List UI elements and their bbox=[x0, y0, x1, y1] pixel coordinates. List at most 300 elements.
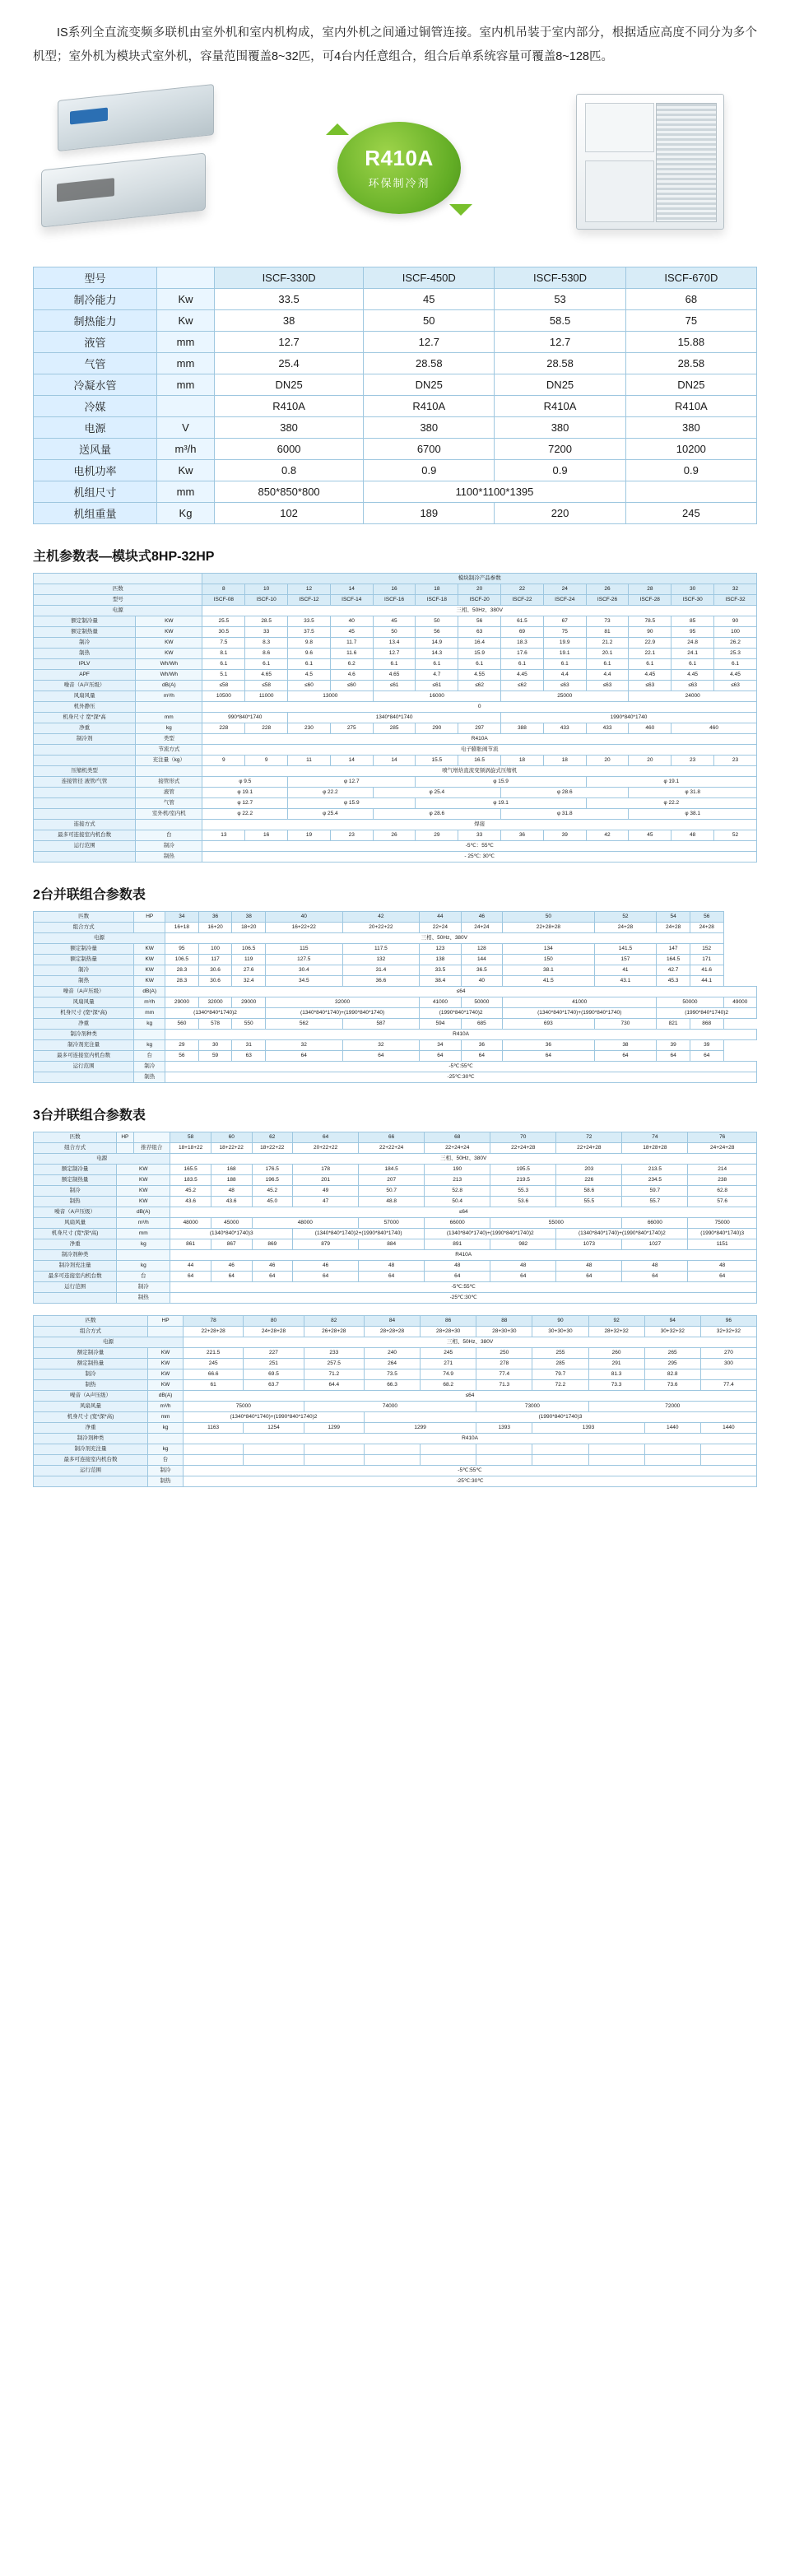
combo-value: 20+22+22 bbox=[342, 923, 420, 933]
row-label: 最多可连接室内机台数 bbox=[34, 1051, 134, 1062]
row-label: 制热 bbox=[34, 649, 136, 659]
hp-value: 80 bbox=[244, 1316, 304, 1327]
combo-value: 22+24+28 bbox=[490, 1143, 556, 1154]
table-row bbox=[34, 627, 757, 638]
column-header: ISCF-670D bbox=[625, 267, 756, 289]
row-unit: KW bbox=[134, 955, 165, 965]
value-cell: 550 bbox=[232, 1019, 266, 1030]
value-cell: 285 bbox=[532, 1359, 588, 1369]
value-cell: 184.5 bbox=[359, 1165, 425, 1175]
value-cell: 730 bbox=[594, 1019, 657, 1030]
value-cell: 106.5 bbox=[232, 944, 266, 955]
hp-value: 44 bbox=[420, 912, 461, 923]
row-unit: mm bbox=[157, 332, 215, 353]
value-cell: 81.3 bbox=[588, 1369, 644, 1380]
value-cell: ≤60 bbox=[330, 681, 373, 691]
value-cell bbox=[588, 1455, 644, 1466]
value-cell: 28.58 bbox=[364, 353, 495, 374]
hp-row bbox=[34, 1316, 757, 1327]
row-label: 机组尺寸 bbox=[34, 481, 157, 503]
value-cell: 38 bbox=[594, 1040, 657, 1051]
r410a-circle bbox=[337, 122, 461, 214]
value-cell: 460 bbox=[672, 723, 757, 734]
value-cell: 电子膨胀阀节流 bbox=[202, 745, 757, 756]
value-cell: 39 bbox=[690, 1040, 723, 1051]
value-cell: 1990*840*1740 bbox=[501, 713, 757, 723]
value-cell: 1440 bbox=[644, 1423, 700, 1434]
value-cell: 240 bbox=[364, 1348, 420, 1359]
value-cell: 49000 bbox=[723, 997, 756, 1008]
value-cell: 74.9 bbox=[421, 1369, 476, 1380]
r410a-sublabel: 环保制冷剂 bbox=[368, 177, 430, 189]
value-cell: 48 bbox=[672, 830, 714, 841]
value-cell: 1100*1100*1395 bbox=[364, 481, 626, 503]
value-cell: 59.7 bbox=[622, 1186, 688, 1197]
row-label: 制冷剂充注量 bbox=[34, 1261, 117, 1272]
value-cell: 73.6 bbox=[644, 1380, 700, 1391]
value-cell: 119 bbox=[232, 955, 266, 965]
row-label: 制冷 bbox=[34, 1186, 117, 1197]
value-cell: 8.3 bbox=[245, 638, 288, 649]
hp-label: 匹数 bbox=[34, 1316, 148, 1327]
row-unit: 气管 bbox=[136, 798, 202, 809]
value-cell: 18 bbox=[501, 756, 544, 766]
table-row bbox=[34, 1466, 757, 1476]
hp-sub-spacer bbox=[133, 1132, 170, 1143]
value-cell bbox=[588, 1444, 644, 1455]
value-cell: 1393 bbox=[532, 1423, 644, 1434]
value-cell bbox=[421, 1444, 476, 1455]
table-row bbox=[34, 1423, 757, 1434]
value-cell: 64 bbox=[594, 1051, 657, 1062]
value-cell: 203 bbox=[556, 1165, 622, 1175]
value-cell: 30.6 bbox=[198, 965, 232, 976]
value-cell: 0.9 bbox=[495, 460, 625, 481]
value-cell: 46 bbox=[293, 1261, 359, 1272]
value-cell: 6.1 bbox=[714, 659, 757, 670]
value-cell: (1990*840*1740)3 bbox=[364, 1412, 756, 1423]
value-cell: φ 19.1 bbox=[586, 777, 756, 788]
value-cell: 55000 bbox=[490, 1218, 622, 1229]
row-label: IPLV bbox=[34, 659, 136, 670]
value-cell: 68.2 bbox=[421, 1380, 476, 1391]
row-unit bbox=[134, 1030, 165, 1040]
three-unit-combo-table-a bbox=[33, 1132, 757, 1304]
row-label: 运行范围 bbox=[34, 1282, 117, 1293]
value-cell: 12.7 bbox=[495, 332, 625, 353]
value-cell: -25℃:30℃ bbox=[184, 1476, 757, 1487]
row-label: 制冷 bbox=[34, 965, 134, 976]
value-cell: ≤62 bbox=[458, 681, 501, 691]
value-cell: 63 bbox=[232, 1051, 266, 1062]
value-cell bbox=[700, 1369, 756, 1380]
indoor-unit-a-image bbox=[58, 84, 214, 151]
row-label: 额定制冷量 bbox=[34, 616, 136, 627]
row-unit bbox=[117, 1250, 170, 1261]
row-label: 风扇风量 bbox=[34, 997, 134, 1008]
value-cell: ≤58 bbox=[245, 681, 288, 691]
row-label: 制冷剂充注量 bbox=[34, 1444, 148, 1455]
value-cell: 6000 bbox=[215, 439, 364, 460]
value-cell: R410A bbox=[364, 396, 495, 417]
value-cell: 43.6 bbox=[211, 1197, 252, 1207]
row-unit: mm bbox=[117, 1229, 170, 1239]
power-value: 三相、50Hz、380V bbox=[184, 1337, 757, 1348]
power-value: 三相、50Hz、380V bbox=[202, 606, 757, 616]
value-cell: 50000 bbox=[657, 997, 723, 1008]
row-unit: 节流方式 bbox=[136, 745, 202, 756]
table-row bbox=[34, 638, 757, 649]
value-cell: 34 bbox=[420, 1040, 461, 1051]
value-cell bbox=[476, 1444, 532, 1455]
value-cell bbox=[700, 1455, 756, 1466]
combo-label: 组合方式 bbox=[34, 923, 134, 933]
row-label: 额定制热量 bbox=[34, 1175, 117, 1186]
value-cell: 21.2 bbox=[586, 638, 629, 649]
value-cell: 869 bbox=[252, 1239, 293, 1250]
value-cell: 39 bbox=[657, 1040, 690, 1051]
value-cell: 28.5 bbox=[245, 616, 288, 627]
row-unit: KW bbox=[117, 1197, 170, 1207]
value-cell: 433 bbox=[586, 723, 629, 734]
row-unit: 制热 bbox=[136, 852, 202, 863]
value-cell: 33.5 bbox=[420, 965, 461, 976]
value-cell: 34.5 bbox=[266, 976, 343, 987]
row-label: 最多可连接室内机台数 bbox=[34, 830, 136, 841]
table-row bbox=[34, 1062, 757, 1072]
row-label: 额定制冷量 bbox=[34, 1348, 148, 1359]
value-cell: 59 bbox=[198, 1051, 232, 1062]
value-cell: 9 bbox=[245, 756, 288, 766]
value-cell: R410A bbox=[202, 734, 757, 745]
combo-value: 24+28+28 bbox=[244, 1327, 304, 1337]
value-cell: 41000 bbox=[503, 997, 657, 1008]
value-cell: 1254 bbox=[244, 1423, 304, 1434]
value-cell: ≤64 bbox=[184, 1391, 757, 1402]
row-unit: KW bbox=[148, 1380, 184, 1391]
value-cell: ≤62 bbox=[501, 681, 544, 691]
section-3-title: 2台并联组合参数表 bbox=[33, 888, 146, 902]
value-cell: 45 bbox=[373, 616, 416, 627]
value-cell: 32 bbox=[266, 1040, 343, 1051]
value-cell: 594 bbox=[420, 1019, 461, 1030]
value-cell: 16000 bbox=[373, 691, 500, 702]
row-label: 制热 bbox=[34, 976, 134, 987]
value-cell: 焊接 bbox=[202, 820, 757, 830]
value-cell: 228 bbox=[202, 723, 245, 734]
row-unit: 制冷 bbox=[134, 1062, 165, 1072]
value-cell: 144 bbox=[461, 955, 502, 965]
value-cell: 22.9 bbox=[629, 638, 672, 649]
combo-unit bbox=[148, 1327, 184, 1337]
value-cell: 47 bbox=[293, 1197, 359, 1207]
combo-row bbox=[34, 923, 757, 933]
table-row bbox=[34, 616, 757, 627]
value-cell: 891 bbox=[425, 1239, 490, 1250]
table-header-row bbox=[34, 267, 757, 289]
value-cell: φ 19.1 bbox=[202, 788, 288, 798]
value-cell: 52.8 bbox=[425, 1186, 490, 1197]
combo-value: 22+28+28 bbox=[503, 923, 595, 933]
value-cell: 45.2 bbox=[170, 1186, 211, 1197]
value-cell: 982 bbox=[490, 1239, 556, 1250]
value-cell: φ 15.9 bbox=[288, 798, 416, 809]
value-cell: 19.9 bbox=[543, 638, 586, 649]
hp-value: 94 bbox=[644, 1316, 700, 1327]
value-cell: 61.5 bbox=[501, 616, 544, 627]
value-cell: 39 bbox=[543, 830, 586, 841]
value-cell bbox=[184, 1444, 244, 1455]
value-cell: 0 bbox=[202, 702, 757, 713]
hp-value: 66 bbox=[359, 1132, 425, 1143]
value-cell: 7.5 bbox=[202, 638, 245, 649]
row-unit bbox=[136, 820, 202, 830]
combo-unit bbox=[117, 1143, 133, 1154]
value-cell: 61 bbox=[184, 1380, 244, 1391]
value-cell: 6700 bbox=[364, 439, 495, 460]
value-cell: 57.6 bbox=[688, 1197, 757, 1207]
value-cell: 380 bbox=[364, 417, 495, 439]
combo-value: 22+24+28 bbox=[556, 1143, 622, 1154]
table-row bbox=[34, 713, 757, 723]
combo-row bbox=[34, 1143, 757, 1154]
value-cell: 49 bbox=[293, 1186, 359, 1197]
row-unit: kg bbox=[117, 1261, 170, 1272]
value-cell: 64 bbox=[556, 1272, 622, 1282]
value-cell: 33.5 bbox=[288, 616, 331, 627]
model-value: ISCF-28 bbox=[629, 595, 672, 606]
value-cell: 1299 bbox=[304, 1423, 364, 1434]
value-cell: (1340*840*1740)+(1990*840*1740)2 bbox=[556, 1229, 688, 1239]
value-cell: 16.5 bbox=[458, 756, 501, 766]
value-cell: φ 28.6 bbox=[501, 788, 629, 798]
value-cell: 56 bbox=[458, 616, 501, 627]
value-cell: φ 31.8 bbox=[501, 809, 629, 820]
value-cell: 30.6 bbox=[198, 976, 232, 987]
value-cell: 4.45 bbox=[501, 670, 544, 681]
row-label: 制冷 bbox=[34, 638, 136, 649]
row-unit: Kw bbox=[157, 289, 215, 310]
value-cell: 64 bbox=[359, 1272, 425, 1282]
value-cell: 29 bbox=[165, 1040, 199, 1051]
value-cell: 64 bbox=[622, 1272, 688, 1282]
value-cell: -25℃:30℃ bbox=[165, 1072, 757, 1083]
value-cell: 64.4 bbox=[304, 1380, 364, 1391]
power-label: 电源 bbox=[34, 933, 165, 944]
value-cell: 64 bbox=[252, 1272, 293, 1282]
value-cell: 6.1 bbox=[501, 659, 544, 670]
table-row bbox=[34, 460, 757, 481]
combo-value: 16+20 bbox=[198, 923, 232, 933]
table-row bbox=[34, 1030, 757, 1040]
value-cell: 4.55 bbox=[458, 670, 501, 681]
table-row bbox=[34, 1412, 757, 1423]
model-value: ISCF-22 bbox=[501, 595, 544, 606]
hp-value: 64 bbox=[293, 1132, 359, 1143]
row-unit: dB(A) bbox=[117, 1207, 170, 1218]
value-cell: 45 bbox=[629, 830, 672, 841]
value-cell: 11000 bbox=[245, 691, 288, 702]
value-cell: 0.8 bbox=[215, 460, 364, 481]
value-cell: 75000 bbox=[184, 1402, 304, 1412]
model-row bbox=[34, 595, 757, 606]
model-value: ISCF-10 bbox=[245, 595, 288, 606]
hp-value: 90 bbox=[532, 1316, 588, 1327]
value-cell: (1340*840*1740)2+(1990*840*1740) bbox=[293, 1229, 425, 1239]
value-cell: 32000 bbox=[266, 997, 420, 1008]
value-cell: 66.3 bbox=[364, 1380, 420, 1391]
column-header: ISCF-330D bbox=[215, 267, 364, 289]
value-cell: 861 bbox=[170, 1239, 211, 1250]
value-cell: 14.9 bbox=[416, 638, 458, 649]
row-unit: dB(A) bbox=[134, 987, 165, 997]
row-label: 制热能力 bbox=[34, 310, 157, 332]
value-cell: 63.7 bbox=[244, 1380, 304, 1391]
hp-value: 86 bbox=[421, 1316, 476, 1327]
value-cell: 73000 bbox=[476, 1402, 588, 1412]
combo-value: 24+28 bbox=[594, 923, 657, 933]
row-label: 最多可连接室内机台数 bbox=[34, 1455, 148, 1466]
row-label: 送风量 bbox=[34, 439, 157, 460]
table-row bbox=[34, 788, 757, 798]
value-cell: 1440 bbox=[700, 1423, 756, 1434]
value-cell: 150 bbox=[503, 955, 595, 965]
value-cell: 62.8 bbox=[688, 1186, 757, 1197]
value-cell: 44.1 bbox=[690, 976, 723, 987]
table-row bbox=[34, 417, 757, 439]
row-unit: KW bbox=[136, 616, 202, 627]
hp-value: 38 bbox=[232, 912, 266, 923]
value-cell: 238 bbox=[688, 1175, 757, 1186]
row-unit: 室外机/室内机 bbox=[136, 809, 202, 820]
combo-value: 26+28+28 bbox=[304, 1327, 364, 1337]
value-cell: -5℃:55℃ bbox=[165, 1062, 757, 1072]
value-cell: 64 bbox=[293, 1272, 359, 1282]
row-unit: KW bbox=[117, 1175, 170, 1186]
value-cell: 165.5 bbox=[170, 1165, 211, 1175]
value-cell: 48 bbox=[622, 1261, 688, 1272]
table-row bbox=[34, 1261, 757, 1272]
hp-value: 20 bbox=[458, 584, 501, 595]
value-cell bbox=[644, 1444, 700, 1455]
hp-value: 28 bbox=[629, 584, 672, 595]
value-cell: 850*850*800 bbox=[215, 481, 364, 503]
combo-label: 组合方式 bbox=[34, 1143, 117, 1154]
value-cell: ≤64 bbox=[170, 1207, 757, 1218]
value-cell: 295 bbox=[644, 1359, 700, 1369]
value-cell: 79.7 bbox=[532, 1369, 588, 1380]
hp-row bbox=[34, 1132, 757, 1143]
value-cell: 78.5 bbox=[629, 616, 672, 627]
row-unit: dB(A) bbox=[136, 681, 202, 691]
value-cell: 157 bbox=[594, 955, 657, 965]
value-cell: 257.5 bbox=[304, 1359, 364, 1369]
value-cell: 1163 bbox=[184, 1423, 244, 1434]
row-label: 冷媒 bbox=[34, 396, 157, 417]
value-cell bbox=[304, 1455, 364, 1466]
value-cell: 24000 bbox=[629, 691, 757, 702]
hp-value: 70 bbox=[490, 1132, 556, 1143]
value-cell: 117.5 bbox=[342, 944, 420, 955]
value-cell: 45.2 bbox=[252, 1186, 293, 1197]
value-cell: φ 19.1 bbox=[416, 798, 586, 809]
value-cell: 13000 bbox=[288, 691, 374, 702]
value-cell: 10200 bbox=[625, 439, 756, 460]
model-value: ISCF-26 bbox=[586, 595, 629, 606]
value-cell: 141.5 bbox=[594, 944, 657, 955]
row-unit: m³/h bbox=[117, 1218, 170, 1229]
value-cell: 48 bbox=[556, 1261, 622, 1272]
value-cell: 6.1 bbox=[672, 659, 714, 670]
row-label: 制冷剂种类 bbox=[34, 1434, 148, 1444]
hp-value: 58 bbox=[170, 1132, 211, 1143]
value-cell bbox=[364, 1444, 420, 1455]
hp-value: 82 bbox=[304, 1316, 364, 1327]
value-cell: 36.6 bbox=[342, 976, 420, 987]
row-unit: m³/h bbox=[136, 691, 202, 702]
value-cell: 64 bbox=[461, 1051, 502, 1062]
value-cell: 36 bbox=[503, 1040, 595, 1051]
value-cell: (1990*840*1740)2 bbox=[657, 1008, 757, 1019]
value-cell: 66.6 bbox=[184, 1369, 244, 1380]
value-cell: φ 15.9 bbox=[416, 777, 586, 788]
power-value: 三相、50Hz、380V bbox=[165, 933, 723, 944]
combo-value: 18+20 bbox=[232, 923, 266, 933]
value-cell: 95 bbox=[672, 627, 714, 638]
value-cell: 190 bbox=[425, 1165, 490, 1175]
table-row bbox=[34, 820, 757, 830]
hp-value: 26 bbox=[586, 584, 629, 595]
hp-value: 84 bbox=[364, 1316, 420, 1327]
value-cell: 6.1 bbox=[202, 659, 245, 670]
value-cell: 219.5 bbox=[490, 1175, 556, 1186]
hp-value: 76 bbox=[688, 1132, 757, 1143]
row-unit: kg bbox=[148, 1444, 184, 1455]
row-label: 制冷剂种类 bbox=[34, 1250, 117, 1261]
value-cell: 73 bbox=[586, 616, 629, 627]
value-cell: 64 bbox=[503, 1051, 595, 1062]
table-row bbox=[34, 702, 757, 713]
value-cell: 36 bbox=[461, 1040, 502, 1051]
row-label: 最多可连接室内机台数 bbox=[34, 1272, 117, 1282]
value-cell: 10500 bbox=[202, 691, 245, 702]
value-cell: 69 bbox=[501, 627, 544, 638]
combo-value: 24+24+28 bbox=[688, 1143, 757, 1154]
value-cell: 37.5 bbox=[288, 627, 331, 638]
hp-value: 96 bbox=[700, 1316, 756, 1327]
table-row bbox=[34, 1008, 757, 1019]
value-cell: 264 bbox=[364, 1359, 420, 1369]
value-cell: 6.1 bbox=[458, 659, 501, 670]
table-row bbox=[34, 723, 757, 734]
row-unit: KW bbox=[136, 638, 202, 649]
value-cell: 879 bbox=[293, 1239, 359, 1250]
value-cell: 32 bbox=[342, 1040, 420, 1051]
table-row bbox=[34, 1186, 757, 1197]
value-cell: 64 bbox=[420, 1051, 461, 1062]
value-cell: 38.4 bbox=[420, 976, 461, 987]
row-label bbox=[34, 798, 136, 809]
table-row bbox=[34, 1402, 757, 1412]
value-cell: DN25 bbox=[215, 374, 364, 396]
hp-label: 匹数 bbox=[34, 584, 202, 595]
value-cell: 38 bbox=[215, 310, 364, 332]
row-unit: KW bbox=[148, 1348, 184, 1359]
row-unit: Wh/Wh bbox=[136, 670, 202, 681]
value-cell: 0.9 bbox=[364, 460, 495, 481]
value-cell: 13 bbox=[202, 830, 245, 841]
value-cell: 1073 bbox=[556, 1239, 622, 1250]
